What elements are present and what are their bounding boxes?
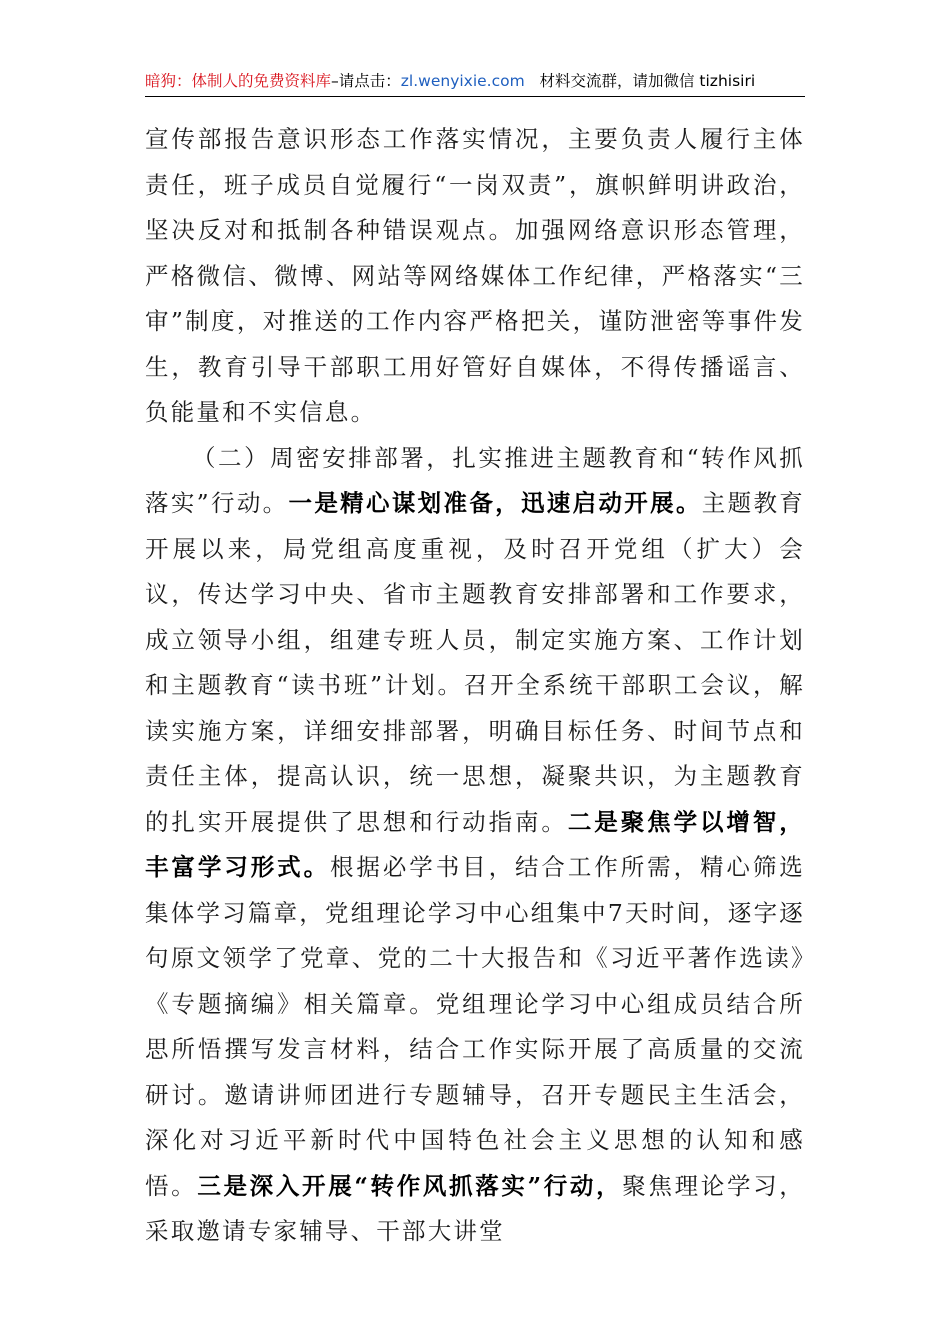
point-1-text: 主题教育开展以来，局党组高度重视，及时召开党组（扩大）会议，传达学习中央、省市主题教育安排部署和工作要求，成立领导小组，组建专班人员，制定实施方案、工作计划和主题教育“读书班”计划。召开全系统干部职工会议，解读实施方案，详细安排部署，明确目标任务、时间节点和责任主体，提高认识，统一思想，凝聚共识，为主题教育的扎实开展提供了思想和行动指南。 bbox=[145, 489, 805, 836]
paragraph-1: 宣传部报告意识形态工作落实情况，主要负责人履行主体责任，班子成员自觉履行“一岗双责”，旗帜鲜明讲政治，坚决反对和抵制各种错误观点。加强网络意识形态管理，严格微信、微博、网站等网络媒体工作纪律，严格落实“三审”制度，对推送的工作内容严格把关，谨防泄密等事件发生，教育引导干部职工用好管好自媒体，不得传播谣言、负能量和不实信息。 bbox=[145, 125, 805, 426]
header-url-link[interactable]: zl.wenyixie.com bbox=[400, 72, 525, 90]
document-body bbox=[145, 117, 805, 1255]
point-2-title: 二是聚焦学以增智，丰富学习形式。 bbox=[145, 807, 805, 881]
point-3-title: 三是深入开展“转作风抓落实”行动， bbox=[197, 1171, 623, 1200]
page-header bbox=[145, 70, 805, 97]
paragraph-2 bbox=[145, 436, 805, 1255]
section-heading: （二）周密安排部署，扎实推进主题教育和“转作风抓落实”行动。 bbox=[145, 443, 805, 517]
point-3-text: 聚焦理论学习，采取邀请专家辅导、干部大讲堂 bbox=[145, 1171, 806, 1245]
header-promo-text: 暗狗：体制人的免费资料库 bbox=[145, 72, 332, 90]
point-1-title: 一是精心谋划准备，迅速启动开展。 bbox=[288, 489, 702, 517]
header-promo-dash: –请点击： bbox=[331, 72, 401, 90]
header-group-text: 材料交流群，请加微信 tizhisiri bbox=[539, 72, 756, 90]
point-2-text: 根据必学书目，结合工作所需，精心筛选集体学习篇章，党组理论学习中心组集中7天时间，逐字逐句原文领学了党章、党的二十大报告和《习近平著作选读》《专题摘编》相关篇章。党组理论学习中心组成员结合所思所悟撰写发言材料，结合工作实际开展了高质量的交流研讨。邀请讲师团进行专题辅导，召开专题民主生活会，深化对习近平新时代中国特色社会主义思想的认知和感悟。 bbox=[145, 853, 805, 1200]
